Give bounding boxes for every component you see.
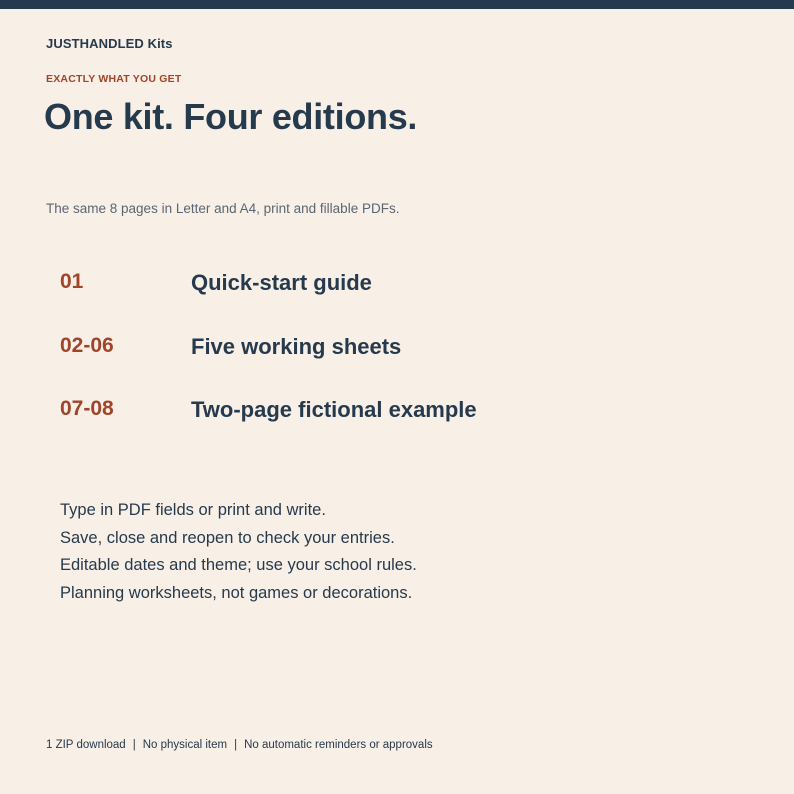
section-eyebrow: EXACTLY WHAT YOU GET: [46, 73, 182, 85]
usage-note: Editable dates and theme; use your school rules.: [60, 556, 417, 574]
contents-title: Five working sheets: [191, 333, 402, 359]
brand-name: JUSTHANDLED Kits: [46, 36, 173, 51]
footer-item: 1 ZIP download: [46, 739, 126, 751]
top-accent-bar: [0, 0, 794, 9]
usage-note: Save, close and reopen to check your entries.: [60, 528, 395, 547]
footer-facts: [46, 739, 433, 751]
page-range: 02-06: [60, 333, 114, 357]
usage-note: Planning worksheets, not games or decorations.: [60, 583, 413, 602]
page-range: 07-08: [60, 397, 114, 420]
usage-note: Type in PDF fields or print and write.: [60, 501, 326, 519]
contents-title: Quick-start guide: [191, 270, 372, 295]
contents-row: [60, 397, 660, 461]
page-headline: One kit. Four editions.: [44, 96, 418, 137]
page-range: 01: [60, 270, 84, 293]
contents-row: [60, 270, 660, 334]
footer-separator: |: [234, 739, 238, 751]
footer-separator: |: [132, 739, 136, 751]
contents-title: Two-page fictional example: [191, 397, 477, 422]
contents-row: [60, 334, 660, 398]
footer-item: No automatic reminders or approvals: [244, 739, 433, 751]
page-subhead: The same 8 pages in Letter and A4, print and fillable PDFs.: [46, 201, 400, 216]
footer-item: No physical item: [142, 739, 228, 751]
usage-notes: [60, 497, 417, 607]
kit-contents-list: [60, 270, 660, 461]
